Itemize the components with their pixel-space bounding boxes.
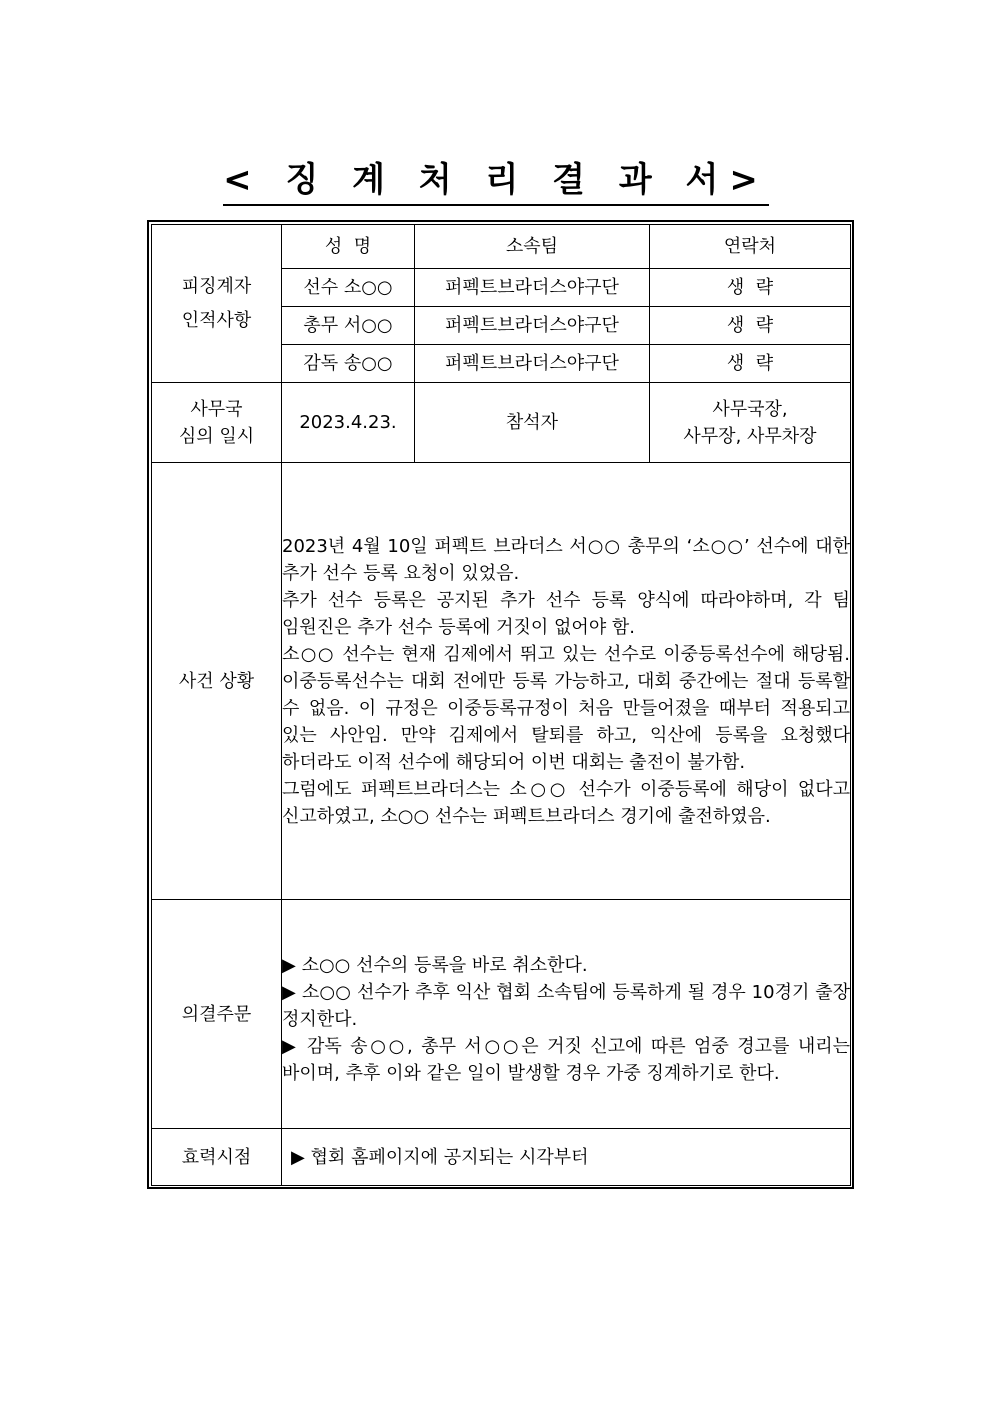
subject-contact: 생 략 bbox=[650, 345, 851, 383]
resolution-item: ▶ 감독 송○○, 총무 서○○은 거짓 신고에 따른 엄중 경고를 내리는 바이며, 추후 이와 같은 일이 발생할 경우 가중 징계하기로 한다. bbox=[282, 1035, 850, 1084]
subject-team: 퍼펙트브라더스야구단 bbox=[415, 345, 650, 383]
attendees-line1: 사무국장, bbox=[712, 398, 788, 420]
attendees-label: 참석자 bbox=[415, 383, 650, 463]
header-row bbox=[152, 225, 851, 269]
header-name: 성 명 bbox=[282, 225, 415, 269]
subject-team: 퍼펙트브라더스야구단 bbox=[415, 307, 650, 345]
effective-text: ▶ 협회 홈페이지에 공지되는 시각부터 bbox=[282, 1129, 851, 1186]
subject-name: 감독 송○○ bbox=[282, 345, 415, 383]
subject-label bbox=[152, 225, 282, 383]
resolution-label: 의결주문 bbox=[152, 900, 282, 1129]
review-label-line2: 심의 일시 bbox=[178, 425, 255, 447]
incident-row bbox=[152, 463, 851, 900]
incident-paragraph: 소○○ 선수는 현재 김제에서 뛰고 있는 선수로 이중등록선수에 해당됨. 이중등록선수는 대회 전에만 등록 가능하고, 대회 중간에는 절대 등록할 수 없음. 이 규정은 이중등록규정이 처음 만들어졌을 때부터 적용되고 있는 사안임. 만약 김제에서 탈퇴를 하고, 익산에 등록을 요청했다 하더라도 이적 선수에 해당되어 이번 대회는 출전이 불가함. bbox=[282, 643, 850, 773]
subject-contact: 생 략 bbox=[650, 269, 851, 307]
review-date: 2023.4.23. bbox=[282, 383, 415, 463]
resolution-item: ▶ 소○○ 선수의 등록을 바로 취소한다. bbox=[282, 954, 588, 976]
review-row bbox=[152, 383, 851, 463]
header-contact: 연락처 bbox=[650, 225, 851, 269]
attendees-line2: 사무장, 사무차장 bbox=[683, 425, 817, 447]
subject-name: 총무 서○○ bbox=[282, 307, 415, 345]
incident-label: 사건 상황 bbox=[152, 463, 282, 900]
resolution-item: ▶ 소○○ 선수가 추후 익산 협회 소속팀에 등록하게 될 경우 10경기 출장 정지한다. bbox=[282, 981, 850, 1030]
header-team: 소속팀 bbox=[415, 225, 650, 269]
incident-paragraph: 그럼에도 퍼펙트브라더스는 소○○ 선수가 이중등록에 해당이 없다고 신고하였고, 소○○ 선수는 퍼펙트브라더스 경기에 출전하였음. bbox=[282, 778, 850, 827]
effective-row bbox=[152, 1129, 851, 1186]
subject-contact: 생 략 bbox=[650, 307, 851, 345]
subject-label-line2: 인적사항 bbox=[181, 310, 252, 331]
review-label bbox=[152, 383, 282, 463]
document-title: < 징 계 처 리 결 과 서> bbox=[223, 157, 769, 206]
document-title-wrap bbox=[0, 157, 992, 206]
incident-body bbox=[282, 463, 851, 900]
effective-label: 효력시점 bbox=[152, 1129, 282, 1186]
disciplinary-form bbox=[147, 220, 854, 1189]
incident-paragraph: 2023년 4월 10일 퍼펙트 브라더스 서○○ 총무의 ‘소○○’ 선수에 대한 추가 선수 등록 요청이 있었음. bbox=[282, 535, 850, 584]
subject-name: 선수 소○○ bbox=[282, 269, 415, 307]
attendees-value bbox=[650, 383, 851, 463]
review-label-line1: 사무국 bbox=[190, 398, 243, 420]
subject-team: 퍼펙트브라더스야구단 bbox=[415, 269, 650, 307]
resolution-row bbox=[152, 900, 851, 1129]
subject-label-line1: 피징계자 bbox=[181, 276, 252, 297]
resolution-body bbox=[282, 900, 851, 1129]
disciplinary-table bbox=[151, 224, 851, 1186]
incident-paragraph: 추가 선수 등록은 공지된 추가 선수 등록 양식에 따라야하며, 각 팀 임원진은 추가 선수 등록에 거짓이 없어야 함. bbox=[282, 589, 850, 638]
